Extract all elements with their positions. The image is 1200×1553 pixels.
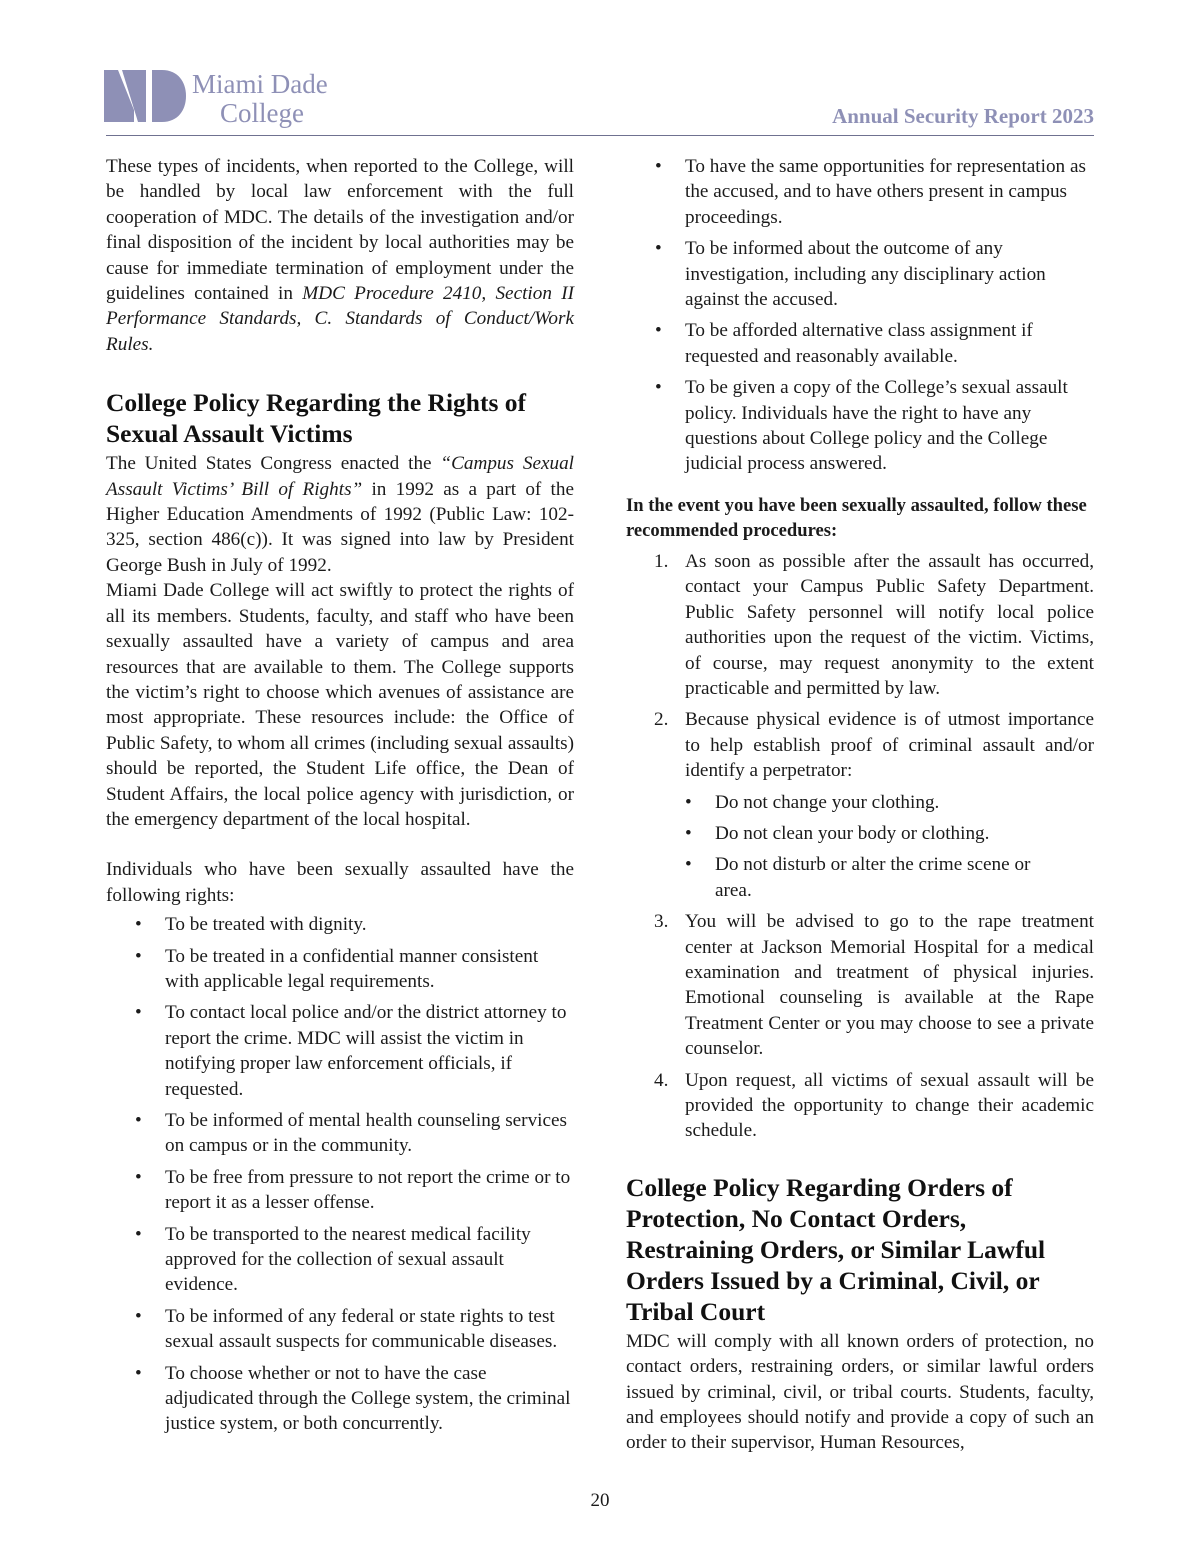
step-number: 3. [654, 911, 669, 933]
right-column [626, 154, 1094, 1456]
resources-paragraph: Miami Dade College will act swiftly to protect the rights of all its members. Students, faculty, and staff who have been sexually assaulted have a variety of campus and area resources that are available to them. The College supports the victim’s right to choose which avenues of assistance are most appropriate. These resources include: the Office of Public Safety, to whom all crimes (including sexual assaults) should be reported, the Student Life office, the Dean of Student Affairs, the local police agency with jurisdiction, or the emergency department of the local hospital. [106, 580, 574, 830]
logo-line-1: Miami Dade [192, 69, 328, 99]
list-item: • To be informed of any federal or state rights to test sexual assault suspects for communicable diseases. [165, 1304, 574, 1355]
list-item: • Do not disturb or alter the crime scene or area. [715, 852, 1094, 903]
list-item: • To be treated with dignity. [165, 912, 574, 937]
congress-paragraph [106, 451, 574, 578]
intro-procedure-reference: MDC Procedure 2410, Section II Performance Standards, C. Standards of Conduct/Work Rules. [106, 283, 574, 355]
step-text: Upon request, all victims of sexual assault will be provided the opportunity to change their academic schedule. [685, 1069, 1094, 1142]
rights-intro-paragraph: Individuals who have been sexually assaulted have the following rights: [106, 859, 574, 906]
list-item: • To be transported to the nearest medical facility approved for the collection of sexual assault evidence. [165, 1222, 574, 1298]
logo-wordmark [192, 70, 328, 128]
list-item: • To contact local police and/or the district attorney to report the crime. MDC will assist the victim in notifying proper law enforcement officials, if requested. [165, 1000, 574, 1102]
left-column [106, 154, 574, 1443]
rights-list [165, 912, 574, 1437]
step-number: 2. [654, 709, 669, 731]
list-item: • To be informed about the outcome of any investigation, including any disciplinary action against the accused. [685, 236, 1094, 312]
step-number: 4. [654, 1069, 669, 1091]
list-item: • Do not clean your body or clothing. [715, 821, 1094, 846]
report-title: Annual Security Report 2023 [832, 104, 1094, 128]
list-item: • To have the same opportunities for representation as the accused, and to have others present in campus proceedings. [685, 154, 1094, 230]
bill-of-rights-title: “Campus Sexual Assault Victims’ Bill of Rights” [106, 453, 574, 500]
procedure-step [626, 549, 1094, 701]
intro-text: These types of incidents, when reported to the College, will be handled by local law enforcement with the full cooperation of MDC. The details of the investigation and/or final disposition of the incident by local authorities may be cause for immediate termination of employment under the guidelines contained in [106, 156, 574, 305]
list-item: • To choose whether or not to have the case adjudicated through the College system, the criminal justice system, or both concurrently. [165, 1361, 574, 1437]
list-item: • To be treated in a confidential manner consistent with applicable legal requirements. [165, 944, 574, 995]
md-logo-mark-icon [104, 70, 188, 126]
header-divider [106, 135, 1094, 136]
list-item: • To be free from pressure to not report the crime or to report it as a lesser offense. [165, 1165, 574, 1216]
evidence-list [715, 790, 1094, 904]
congress-text-a: The United States Congress enacted the [106, 453, 441, 475]
list-item: • To be informed of mental health counseling services on campus or in the community. [165, 1108, 574, 1159]
step-text: Because physical evidence is of utmost importance to help establish proof of criminal assault and/or identify a perpetrator: [685, 709, 1094, 782]
list-item: • To be given a copy of the College’s sexual assault policy. Individuals have the right to have any questions about College policy and the College judicial process answered. [685, 375, 1094, 477]
congress-text-b: in 1992 as a part of the Higher Education Amendments of 1992 (Public Law: 102- 325, section 486(c)). It was signed into law by President George Bush in July of 1992. [106, 478, 574, 576]
procedure-step [626, 909, 1094, 1061]
procedure-step [626, 707, 1094, 783]
step-text: You will be advised to go to the rape treatment center at Jackson Memorial Hospital for a medical examination and treatment of physical injuries. Emotional counseling is available at the Rape Treatment Center or you may choose to see a private counselor. [685, 911, 1094, 1060]
heading-victim-rights: College Policy Regarding the Rights of Sexual Assault Victims [106, 388, 526, 449]
rights-list-continued [685, 154, 1094, 477]
list-item: • To be afforded alternative class assignment if requested and reasonably available. [685, 318, 1094, 369]
list-item: • Do not change your clothing. [715, 790, 1094, 815]
procedure-step [626, 1068, 1094, 1144]
procedures-intro: In the event you have been sexually assaulted, follow these recommended procedures: [626, 494, 1087, 541]
logo-line-2: College [220, 98, 304, 128]
procedures-list-continued [626, 909, 1094, 1144]
college-logo [104, 70, 364, 128]
heading-orders-of-protection: College Policy Regarding Orders of Protection, No Contact Orders, Restraining Orders, or Similar Lawful Orders Issued by a Criminal, Civil, or Tribal Court [626, 1172, 1046, 1326]
procedures-list [626, 549, 1094, 784]
page-number: 20 [590, 1490, 610, 1511]
step-number: 1. [654, 550, 669, 572]
intro-paragraph [106, 154, 574, 357]
step-text: As soon as possible after the assault has occurred, contact your Campus Public Safety Department. Public Safety personnel will notify local police authorities upon the request of the victim. Victims, of course, may request anonymity to the extent practicable and permitted by law. [685, 550, 1094, 699]
orders-paragraph: MDC will comply with all known orders of protection, no contact orders, restraining orders, or similar lawful orders issued by criminal, civil, or tribal courts. Students, faculty, and employees should notify and provide a copy of such an order to their supervisor, Human Resources, [626, 1330, 1094, 1454]
